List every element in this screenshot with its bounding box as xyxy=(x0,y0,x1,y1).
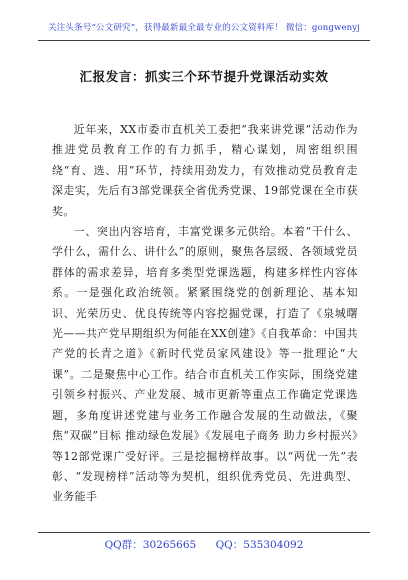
document-title: 汇报发言：抓实三个环节提升党课活动实效 xyxy=(79,69,329,84)
footer-qq: QQ：535304092 xyxy=(215,539,304,551)
footer-divider xyxy=(38,532,370,533)
footer-qq-group: QQ群：30265665 xyxy=(104,539,197,551)
paragraph-intro: 近年来，XX市委市直机关工委把“我来讲党课”活动作为推进党员教育工作的有力抓手，精心谋划，周密组织围绕“育、选、用”环节，持续用劲发力，有效推动党员教育走深走实，先后有3部党课获全省优秀党课、19部党课在全市获奖。 xyxy=(52,123,358,218)
paragraph-section-1: 一、突出内容培育，丰富党课多元供给。本着“干什么、学什么，需什么、讲什么”的原则，聚焦各层级、各领域党员群体的需求差异，培育多类型党课选题，构建多样性内容体系。一是强化政治统领。紧紧围绕党的创新理论、基本知识、光荣历史、优良传统等内容挖掘党课，打造了《泉城曙光——共产党早期组织为何能在XX创建》《自我革命：中国共产党的长青之道》《新时代党员家风建设》等一批理论“大课”。二是聚焦中心工作。结合市直机关工作实际，围绕党建引领乡村振兴、产业发展、城市更新等重点工作确定党课选题，多角度讲述党建与业务工作融合发展的生动做法，《聚焦“双碳”目标 推动绿色发展》《发展电子商务 助力乡村振兴》等12部党课广受好评。三是挖掘榜样故事。以“两优一先”表彰、“发现榜样”活动等为契机，组织优秀党员、先进典型、业务能手 xyxy=(52,225,358,504)
header-divider xyxy=(38,40,370,41)
header-note: 关注头条号“公文研究”，获得最新最全最专业的公文资料库！ 微信：gongwenyj xyxy=(47,23,361,33)
document-body xyxy=(52,120,358,508)
footer-contact xyxy=(0,537,408,552)
